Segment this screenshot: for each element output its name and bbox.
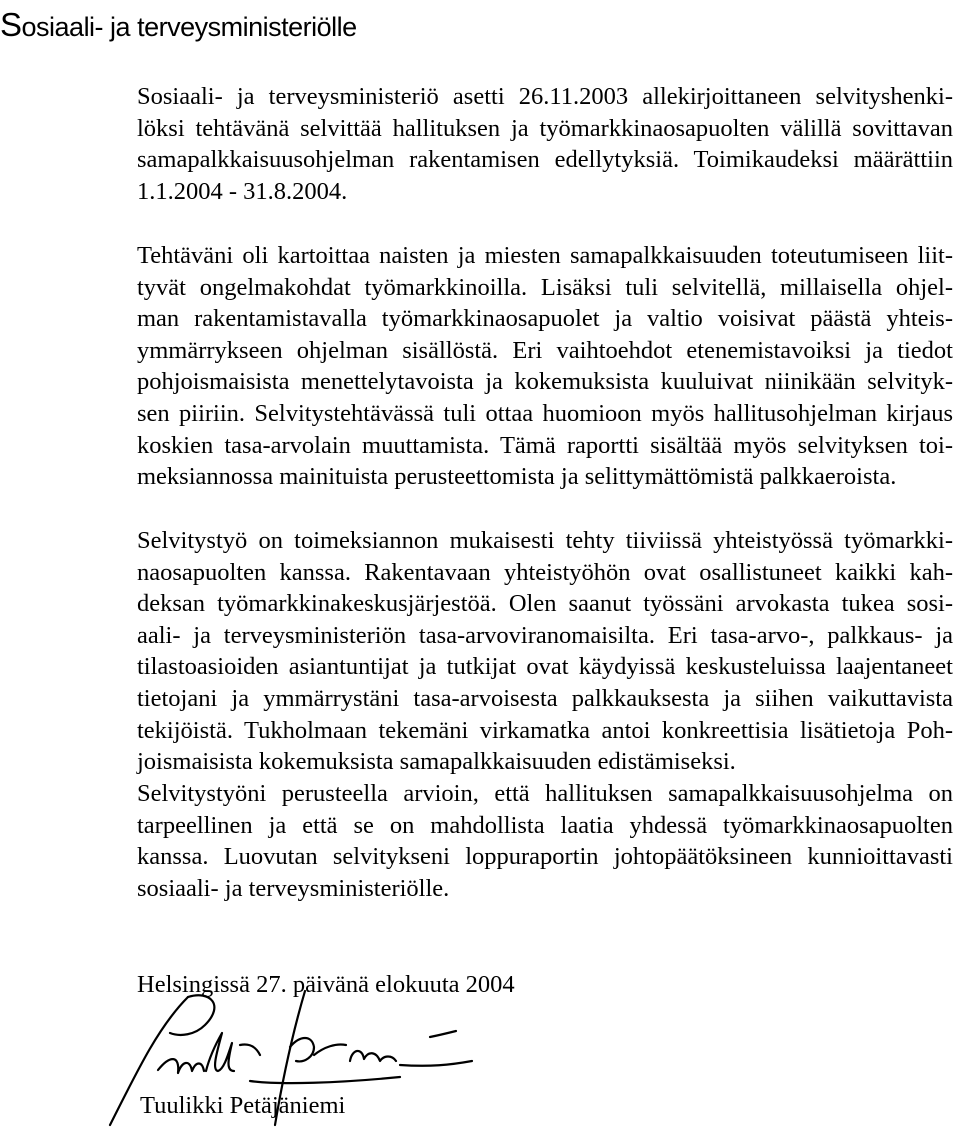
- text-line: koskien tasa-arvolain muuttamista. Tämä raportti sisältää myös selvityksen toi-: [137, 431, 953, 459]
- text-line: tietojani ja ymmärrystäni tasa-arvoisesta palkkauksesta ja siihen vaikuttavista: [137, 684, 953, 712]
- text-line: Selvitystyöni perusteella arvioin, että hallituksen samapalkkaisuusohjelma on: [137, 780, 953, 807]
- paragraph-conclusion: [137, 778, 953, 904]
- text-line: kanssa. Luovutan selvitykseni loppuraportin johtopäätöksineen kunnioittavasti: [137, 843, 953, 871]
- text-line: tarpeellinen ja että se on mahdollista laatia yhdessä työmarkkinaosapuolten: [137, 811, 953, 839]
- text-line: tilastoasioiden asiantuntijat ja tutkijat ovat käydyissä keskusteluissa laajentaneet: [137, 653, 953, 681]
- page-heading: [0, 6, 357, 44]
- text-line: pohjoismaisista menettelytavoista ja kokemuksista kuuluivat niinikään selvityk-: [137, 368, 953, 396]
- text-line: meksiannossa mainituista perusteettomista ja selittymättömistä palkkaeroista.: [137, 463, 897, 491]
- place-and-date: Helsingissä 27. päivänä elokuuta 2004: [137, 971, 515, 998]
- text-line: Selvitystyö on toimeksiannon mukaisesti tehty tiiviissä yhteistyössä työmarkki-: [137, 527, 953, 554]
- text-line: Sosiaali- ja terveysministeriö asetti 26.11.2003 allekirjoittaneen selvityshenki-: [137, 83, 953, 110]
- signer-name: Tuulikki Petäjäniemi: [140, 1092, 346, 1119]
- text-line: man rakentamistavalla työmarkkinaosapuolet ja valtio voisivat päästä yhteis-: [137, 305, 953, 333]
- text-line: aali- ja terveysministeriön tasa-arvoviranomaisilta. Eri tasa-arvo-, palkkaus- ja: [137, 621, 953, 649]
- text-line: deksan työmarkkinakeskusjärjestöä. Olen saanut työssäni arvokasta tukea sosi-: [137, 590, 953, 618]
- text-line: samapalkkaisuusohjelman rakentamisen edellytyksiä. Toimikaudeksi määrättiin: [137, 146, 953, 174]
- paragraph-task: [137, 240, 953, 493]
- paragraph-appointment: [137, 81, 953, 207]
- heading-rest: osiaali- ja terveysministeriölle: [21, 12, 357, 42]
- text-line: sen piiriin. Selvitystehtävässä tuli ottaa huomioon myös hallitusohjelman kirjaus: [137, 399, 953, 427]
- heading-initial: S: [0, 6, 22, 43]
- text-line: 1.1.2004 - 31.8.2004.: [137, 177, 348, 205]
- text-line: tyvät ongelmakohdat työmarkkinoilla. Lisäksi tuli selvitellä, millaisella ohjel-: [137, 273, 953, 301]
- text-line: Tehtäväni oli kartoittaa naisten ja miesten samapalkkaisuuden toteutumiseen liit-: [137, 242, 953, 269]
- paragraph-cooperation: [137, 525, 953, 778]
- text-line: löksi tehtävänä selvittää hallituksen ja työmarkkinaosapuolten välillä sovittavan: [137, 114, 953, 142]
- text-line: joismaisista kokemuksista samapalkkaisuuden edistämiseksi.: [137, 748, 736, 776]
- text-line: ymmärrykseen ohjelman sisällöstä. Eri vaihtoehdot etenemistavoiksi ja tiedot: [137, 336, 953, 364]
- text-line: sosiaali- ja terveysministeriölle.: [137, 874, 450, 902]
- text-line: naosapuolten kanssa. Rakentavaan yhteistyöhön ovat osallistuneet kaikki kah-: [137, 558, 953, 586]
- text-line: tekijöistä. Tukholmaan tekemäni virkamatka antoi konkreettisia lisätietoja Poh-: [137, 716, 953, 744]
